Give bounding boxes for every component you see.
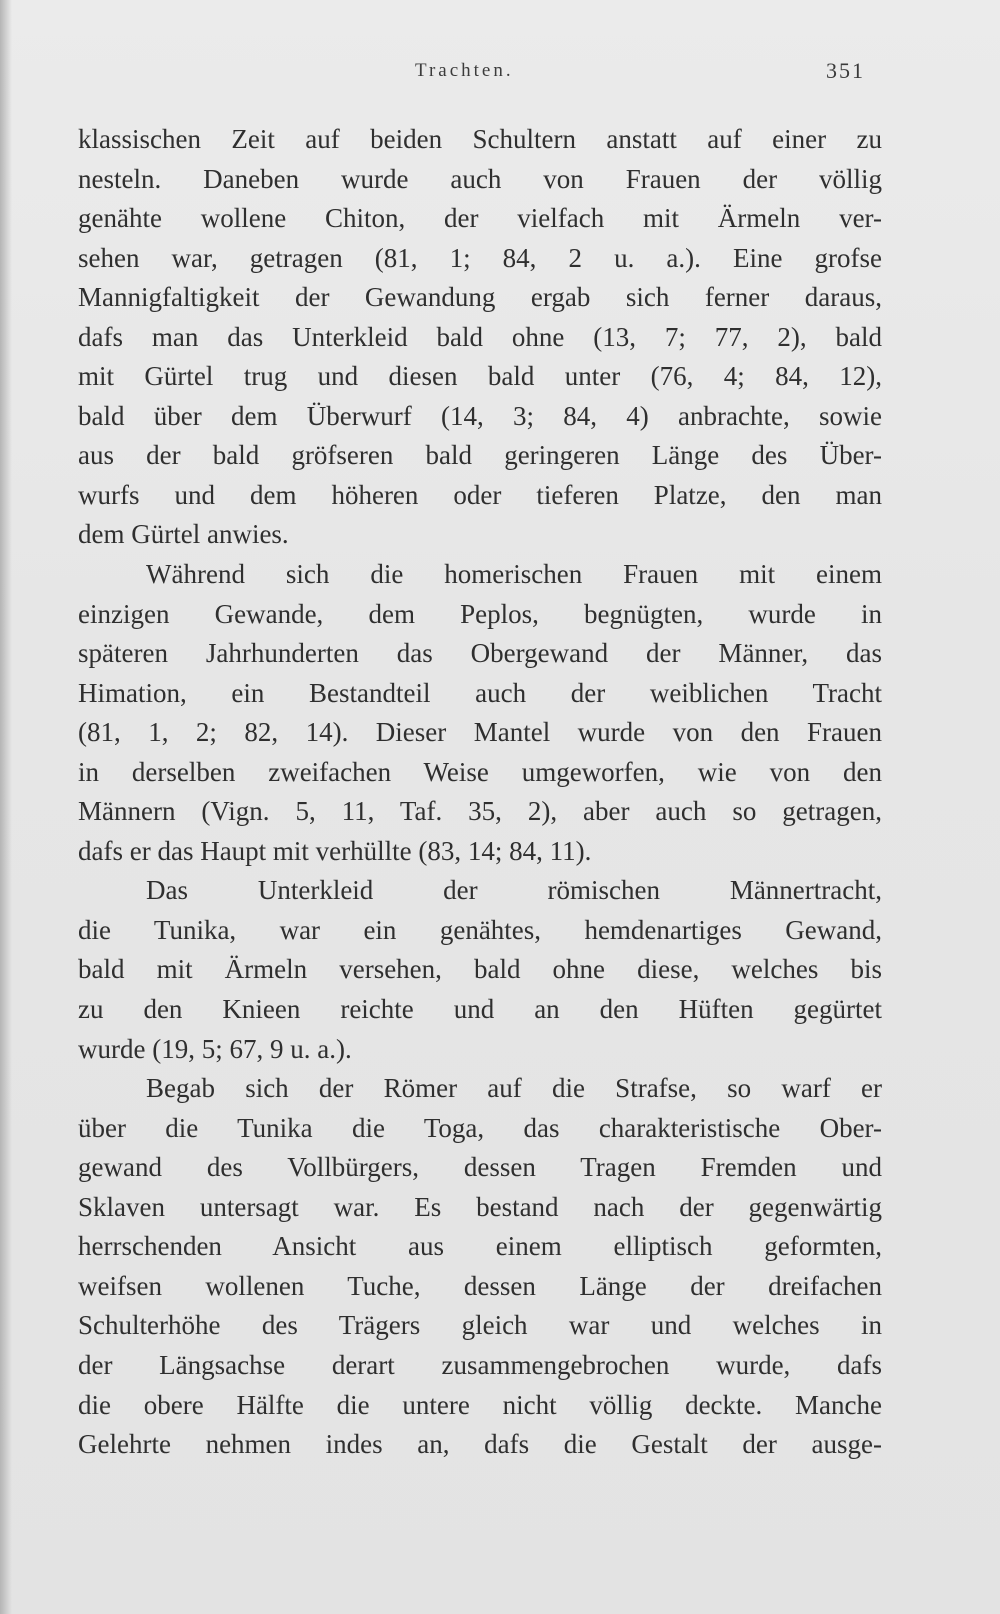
paragraph-start-line: Das Unterkleid der römischen Männertracht, xyxy=(146,875,882,906)
text-line: späteren Jahrhunderten das Obergewand der Männer, das xyxy=(78,638,882,669)
text-line: herrschenden Ansicht aus einem elliptisch geformten, xyxy=(78,1231,882,1262)
paragraph-start-line: Während sich die homerischen Frauen mit einem xyxy=(146,559,882,590)
text-line: mit Gürtel trug und diesen bald unter (76, 4; 84, 12), xyxy=(78,361,882,392)
text-line: genähte wollene Chiton, der vielfach mit Ärmeln ver- xyxy=(78,203,882,234)
text-line: über die Tunika die Toga, das charakteristische Ober- xyxy=(78,1112,882,1143)
text-line: Sklaven untersagt war. Es bestand nach der gegenwärtig xyxy=(78,1191,882,1222)
body-text xyxy=(78,120,882,1465)
text-line: sehen war, getragen (81, 1; 84, 2 u. a.). Eine grofse xyxy=(78,242,882,273)
text-line: dem Gürtel anwies. xyxy=(78,519,289,550)
text-line: Mannigfaltigkeit der Gewandung ergab sich ferner daraus, xyxy=(78,282,882,313)
text-line: Gelehrte nehmen indes an, dafs die Gestalt der ausge- xyxy=(78,1429,882,1460)
text-line: die obere Hälfte die untere nicht völlig deckte. Manche xyxy=(78,1389,882,1420)
text-line: aus der bald gröfseren bald geringeren Länge des Über- xyxy=(78,440,882,471)
text-line: einzigen Gewande, dem Peplos, begnügten, wurde in xyxy=(78,598,882,629)
text-line: der Längsachse derart zusammengebrochen wurde, dafs xyxy=(78,1349,882,1380)
running-head xyxy=(0,58,1000,88)
text-line: wurde (19, 5; 67, 9 u. a.). xyxy=(78,1033,352,1064)
text-line: Schulterhöhe des Trägers gleich war und welches in xyxy=(78,1310,882,1341)
text-line: zu den Knieen reichte und an den Hüften gegürtet xyxy=(78,994,882,1025)
text-line: klassischen Zeit auf beiden Schultern anstatt auf einer zu xyxy=(78,124,882,154)
text-line: dafs man das Unterkleid bald ohne (13, 7; 77, 2), bald xyxy=(78,321,882,352)
paragraph-start-line: Begab sich der Römer auf die Strafse, so warf er xyxy=(146,1073,882,1104)
text-line: Männern (Vign. 5, 11, Taf. 35, 2), aber auch so getragen, xyxy=(78,796,882,827)
running-title: Trachten. xyxy=(415,60,514,81)
text-line: weifsen wollenen Tuche, dessen Länge der dreifachen xyxy=(78,1270,882,1301)
text-line: die Tunika, war ein genähtes, hemdenartiges Gewand, xyxy=(78,914,882,945)
text-line: Himation, ein Bestandteil auch der weiblichen Tracht xyxy=(78,677,882,708)
text-line: nesteln. Daneben wurde auch von Frauen der völlig xyxy=(78,163,882,194)
text-line: dafs er das Haupt mit verhüllte (83, 14; 84, 11). xyxy=(78,835,592,866)
text-line: (81, 1, 2; 82, 14). Dieser Mantel wurde von den Frauen xyxy=(78,717,882,748)
text-line: bald mit Ärmeln versehen, bald ohne diese, welches bis xyxy=(78,954,882,985)
page-number: 351 xyxy=(826,58,865,83)
text-line: gewand des Vollbürgers, dessen Tragen Fremden und xyxy=(78,1152,882,1183)
text-line: in derselben zweifachen Weise umgeworfen, wie von den xyxy=(78,756,882,787)
text-line: wurfs und dem höheren oder tieferen Platze, den man xyxy=(78,479,882,510)
text-line: bald über dem Überwurf (14, 3; 84, 4) anbrachte, sowie xyxy=(78,400,882,431)
